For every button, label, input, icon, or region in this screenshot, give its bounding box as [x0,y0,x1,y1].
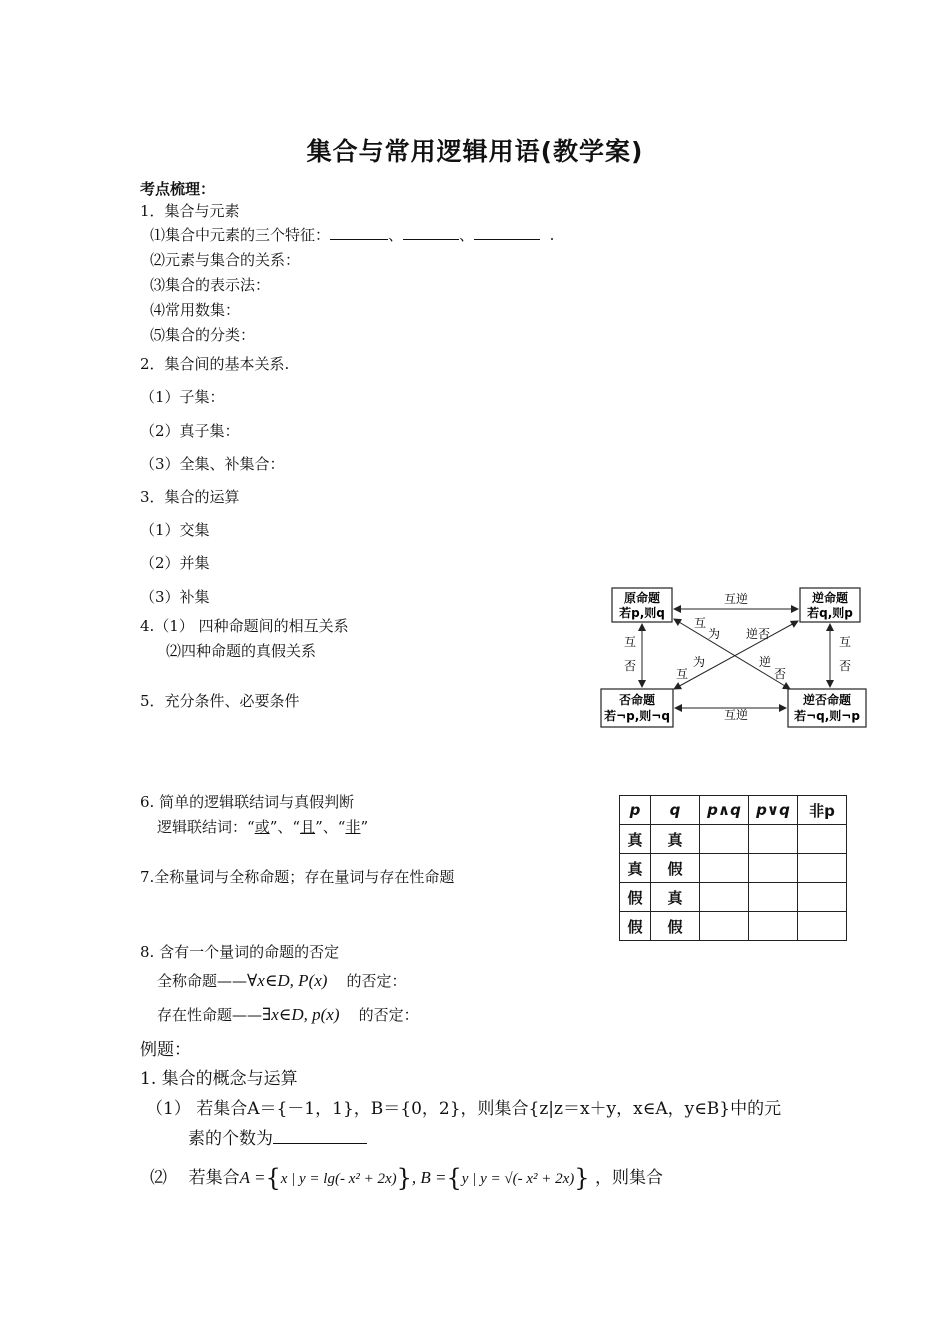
section-2-item-2: （2）真子集： [140,422,240,440]
example-1-line-2 [188,1124,367,1149]
line-suffix: 的否定： [358,1006,419,1024]
arrow-bottom-label: 互逆 [723,708,749,722]
section-2-title: 2．集合间的基本关系. [140,355,290,373]
separator: 、 [322,818,338,836]
table-cell: 真 [620,825,651,854]
box-original [612,588,672,622]
section-4-line-1: 4.（1） 四种命题间的相互关系 [140,617,349,635]
quote: ” [315,818,323,836]
diag-label: 互 [675,667,689,681]
diag-label: 逆 [758,655,772,669]
table-cell [798,825,847,854]
brace-open: { [446,1164,462,1192]
quote: ” [360,818,369,836]
quote: “ [337,818,346,836]
header-cell: q [651,796,700,825]
set-b-name: , B = [411,1168,447,1187]
separator: 、 [459,226,475,244]
table-row [620,825,847,854]
section-8-line-1 [157,970,407,991]
line-prefix: 存在性命题—— [157,1006,263,1024]
section-5-title: 5．充分条件、必要条件 [140,692,300,710]
answer-blank [330,225,388,240]
example-1-line-1: （1） 若集合A＝{－1，1}，B＝{0，2}，则集合{z|z＝x＋y，x∈A，y∈B}中的元 [146,1099,782,1119]
examples-heading: 例题： [140,1040,191,1060]
example-2-text-end: ，则集合 [594,1168,663,1188]
section-1-title: 1．集合与元素 [140,202,240,220]
section-3-item-2: （2）并集 [140,554,210,572]
separator: 、 [277,818,293,836]
table-cell [749,854,798,883]
diag-label: 为 [707,627,721,641]
example-2-label: ⑵ [150,1168,167,1188]
table-cell [700,912,749,941]
brace-open: { [265,1164,281,1192]
box-inverse-label: 否命题 [618,693,656,707]
section-8-line-2 [157,1004,419,1025]
box-converse-label: 逆命题 [811,591,849,605]
table-cell [749,825,798,854]
header-cell: p∧q [700,796,749,825]
table-cell: 假 [620,883,651,912]
table-row [620,912,847,941]
arrow-left-label-1: 互 [623,635,637,649]
header-cell: 非p [798,796,847,825]
math-universal: ∀x∈D, P(x) [247,971,328,990]
table-cell: 假 [620,912,651,941]
quote: “ [292,818,301,836]
box-contrapositive-label: 逆否命题 [802,693,852,707]
table-cell [798,854,847,883]
header-cell: p∨q [749,796,798,825]
example-2-line-1 [150,1163,663,1192]
table-cell [700,883,749,912]
connective-or: 或 [254,818,270,836]
box-inverse [601,689,673,727]
set-b-definition: y | y = √(- x² + 2x) [461,1171,575,1187]
section-1-item-5: ⑸集合的分类： [150,326,256,344]
section-8-title: 8. 含有一个量词的命题的否定 [140,943,340,961]
section-1-item-2: ⑵元素与集合的关系： [150,251,301,269]
box-contrapositive [788,689,866,727]
set-a-definition: x | y = lg(- x² + 2x) [280,1171,397,1187]
table-cell [700,825,749,854]
example-1-text: 素的个数为 [188,1129,273,1149]
section-1-item-4: ⑷常用数集： [150,301,241,319]
connective-not: 非 [345,818,361,836]
diag-label: 互 [693,616,707,630]
section-6-title: 6. 简单的逻辑联结词与真假判断 [140,793,355,811]
quote: “ [247,818,255,836]
diag-label: 逆否 [745,627,771,641]
box-original-label: 原命题 [623,591,661,605]
arrow-left-label-2: 否 [623,659,637,673]
section-3-item-3: （3）补集 [140,588,210,606]
table-cell [798,912,847,941]
section-4-line-2: ⑵四种命题的真假关系 [166,642,317,660]
answer-blank [273,1127,367,1144]
section-2-item-3: （3）全集、补集合： [140,455,285,473]
arrow-right-label-2: 否 [838,659,852,673]
section-3-item-1: （1）交集 [140,521,210,539]
arrow-diagonal-down [674,619,790,689]
table-cell [749,883,798,912]
section-1-item-3: ⑶集合的表示法： [150,276,271,294]
box-converse [800,588,860,622]
examples-subtitle: 1. 集合的概念与运算 [140,1069,298,1089]
box-inverse-form: 若¬p,则¬q [604,709,670,723]
section-2-item-1: （1）子集： [140,388,225,406]
answer-blank [403,225,459,240]
section-7-title: 7.全称量词与全称命题；存在量词与存在性命题 [140,868,455,886]
table-cell: 真 [651,825,700,854]
box-contrapositive-form: 若¬q,则¬p [794,709,860,723]
page-title: 集合与常用逻辑用语(教学案) [306,137,644,166]
four-propositions-diagram [598,585,870,731]
brace-close: } [574,1164,590,1192]
box-original-form: 若p,则q [619,606,665,620]
table-cell [700,854,749,883]
table-cell [749,912,798,941]
connectives-prefix: 逻辑联结词： [157,818,248,836]
set-a-name: A = [239,1168,266,1187]
truth-table-header [620,796,847,825]
outline-heading: 考点梳理： [140,180,216,198]
separator: 、 [388,226,404,244]
table-cell: 假 [651,912,700,941]
box-converse-form: 若q,则p [807,606,853,620]
section-6-connectives [157,816,368,837]
table-cell: 假 [651,854,700,883]
truth-table [619,795,847,941]
table-cell: 真 [620,854,651,883]
diag-label: 为 [692,655,706,669]
math-existential: ∃x∈D, p(x) [262,1005,340,1024]
quote: ” [269,818,278,836]
table-cell: 真 [651,883,700,912]
connective-and: 且 [300,818,316,836]
period: . [549,226,555,244]
arrow-top-label: 互逆 [723,592,749,606]
table-row [620,854,847,883]
header-cell: p [620,796,651,825]
line-prefix: 全称命题—— [157,972,248,990]
example-2-text: 若集合 [188,1168,240,1188]
line-suffix: 的否定： [346,972,407,990]
section-3-title: 3．集合的运算 [140,488,240,506]
diag-label: 否 [773,667,787,681]
section-1-item-1 [150,224,554,245]
answer-blank [474,225,540,240]
arrow-right-label-1: 互 [838,635,852,649]
brace-close: } [396,1164,412,1192]
table-cell [798,883,847,912]
table-row [620,883,847,912]
item-text: ⑴集合中元素的三个特征： [150,226,331,244]
